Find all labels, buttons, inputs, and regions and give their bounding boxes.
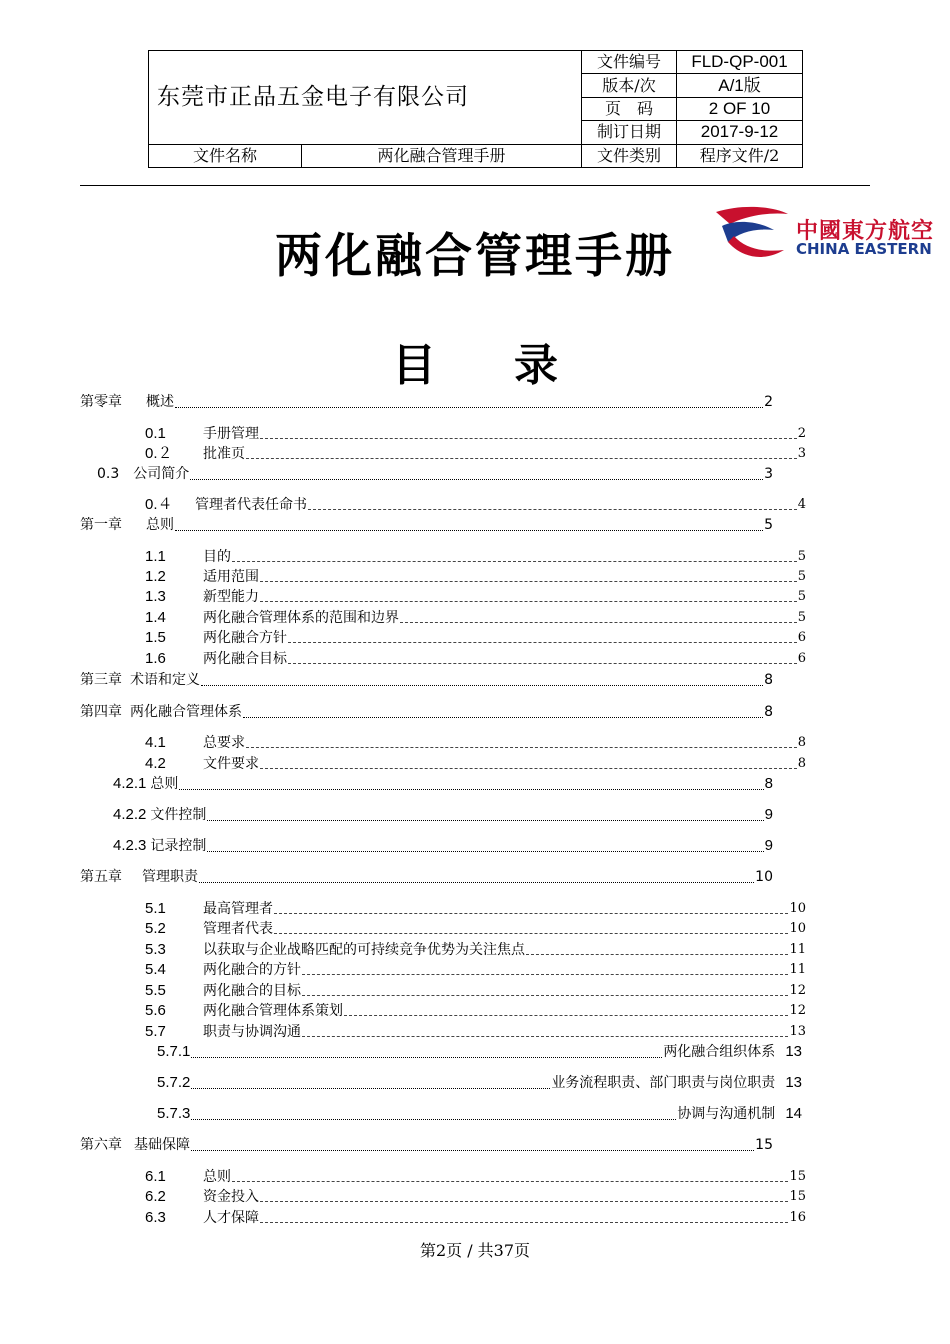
toc-entry-page: 9 — [764, 837, 773, 854]
toc-entry[interactable] — [145, 444, 806, 464]
date-label: 制订日期 — [582, 121, 677, 144]
toc-entry-number: 第零章 — [80, 394, 122, 410]
toc-entry-leader — [190, 479, 763, 480]
document-header-table — [148, 50, 803, 168]
file-name-label: 文件名称 — [149, 144, 302, 167]
toc-entry-title: 两化融合的方针 — [203, 962, 301, 978]
toc-entry-number: 1.6 — [145, 650, 166, 667]
toc-entry-number: 4.2.3 — [113, 837, 147, 854]
toc-entry-leader — [260, 768, 797, 769]
toc-entry-leader — [302, 995, 788, 996]
toc-entry-page: 2 — [797, 426, 806, 441]
toc-entry-number: 5.2 — [145, 920, 166, 937]
toc-entry[interactable] — [145, 1208, 806, 1228]
document-title: 两化融合管理手册 — [275, 229, 675, 284]
swallow-logo-icon — [712, 200, 792, 270]
toc-entry-title: 资金投入 — [203, 1189, 259, 1205]
toc-entry-title: 管理者代表任命书 — [195, 497, 307, 513]
toc-entry-leader — [526, 954, 788, 955]
toc-entry[interactable] — [145, 960, 806, 980]
toc-entry-number: 5.3 — [145, 941, 166, 958]
toc-entry[interactable] — [80, 670, 773, 690]
toc-entry-page: 5 — [764, 517, 773, 533]
file-type-label: 文件类别 — [582, 144, 677, 167]
toc-entry[interactable] — [145, 628, 806, 648]
toc-entry-leader — [400, 622, 797, 623]
toc-entry-title: 总则 — [146, 517, 174, 533]
toc-entry-leader — [232, 561, 797, 562]
toc-entry-page: 5 — [797, 610, 806, 625]
toc-title-char-2: 录 — [514, 340, 558, 391]
toc-entry-title: 协调与沟通机制 — [677, 1106, 776, 1122]
toc-entry-page: 15 — [755, 1137, 773, 1153]
toc-entry-leader — [191, 1088, 550, 1089]
toc-entry-title: 两化融合的目标 — [203, 983, 301, 999]
toc-entry-title: 记录控制 — [150, 838, 207, 854]
toc-entry-title: 文件控制 — [150, 807, 207, 823]
logo-chinese-text: 中國東方航空 — [796, 219, 935, 244]
toc-entry-title: 两化融合目标 — [203, 651, 287, 667]
toc-entry-page: 16 — [789, 1210, 806, 1225]
toc-entry-number: 6.1 — [145, 1168, 166, 1185]
toc-entry-number: 5.7.1 — [157, 1043, 191, 1060]
toc-entry-leader — [260, 581, 797, 582]
toc-entry-leader — [260, 601, 797, 602]
toc-entry[interactable] — [97, 464, 773, 484]
toc-entry-page: 11 — [789, 942, 806, 957]
toc-entry-leader — [288, 663, 797, 664]
toc-entry-title: 目的 — [203, 549, 231, 565]
toc-entry-title: 最高管理者 — [203, 901, 273, 917]
toc-entry[interactable] — [145, 547, 806, 567]
toc-entry[interactable] — [113, 836, 773, 856]
toc-entry-number: 1.5 — [145, 629, 166, 646]
toc-entry-number: 5.7 — [145, 1023, 166, 1040]
toc-entry[interactable] — [145, 495, 806, 515]
toc-entry-page: 15 — [789, 1169, 806, 1184]
toc-entry-leader — [288, 642, 797, 643]
toc-entry-leader — [175, 530, 763, 531]
toc-title-char-1: 目 — [392, 340, 436, 391]
toc-entry[interactable] — [113, 774, 773, 794]
toc-entry-page: 8 — [764, 704, 773, 720]
toc-entry[interactable] — [145, 940, 806, 960]
file-type-value: 程序文件/2 — [677, 144, 803, 167]
toc-entry-page: 12 — [789, 983, 806, 998]
toc-entry[interactable] — [145, 1001, 806, 1021]
toc-entry-title: 人才保障 — [203, 1210, 259, 1226]
toc-entry-leader — [207, 820, 763, 821]
toc-entry-page: 5 — [797, 549, 806, 564]
doc-number-value: FLD-QP-001 — [677, 51, 803, 74]
toc-entry-number: 4.2 — [145, 755, 166, 772]
doc-number-label: 文件编号 — [582, 51, 677, 74]
toc-entry-number: 4.1 — [145, 734, 166, 751]
toc-entry-leader — [199, 882, 754, 883]
toc-entry-number: 6.3 — [145, 1209, 166, 1226]
toc-title — [0, 338, 950, 394]
toc-entry-number: 1.4 — [145, 609, 166, 626]
toc-entry[interactable] — [157, 1073, 802, 1093]
toc-entry[interactable] — [145, 981, 806, 1001]
toc-entry[interactable] — [145, 1187, 806, 1207]
toc-entry[interactable] — [145, 919, 806, 939]
toc-entry-page: 4 — [797, 497, 806, 512]
toc-entry-title: 新型能力 — [203, 589, 259, 605]
toc-entry-title: 概述 — [146, 394, 174, 410]
toc-entry-title: 总要求 — [203, 735, 245, 751]
toc-entry-page: 5 — [797, 589, 806, 604]
toc-entry-number: 1.1 — [145, 548, 166, 565]
toc-entry[interactable] — [157, 1104, 802, 1124]
toc-entry-page: 8 — [797, 756, 806, 771]
toc-entry-number: 5.1 — [145, 900, 166, 917]
toc-entry-title: 术语和定义 — [130, 672, 200, 688]
toc-entry-number: 4.2.1 — [113, 775, 147, 792]
toc-entry[interactable] — [145, 899, 806, 919]
toc-entry-number: 5.4 — [145, 961, 166, 978]
toc-entry-leader — [191, 1057, 662, 1058]
company-name: 东莞市正品五金电子有限公司 — [149, 51, 582, 145]
toc-entry-page: 9 — [764, 806, 773, 823]
toc-entry-title: 业务流程职责、部门职责与岗位职责 — [551, 1075, 776, 1091]
toc-entry-page: 10 — [755, 869, 773, 885]
header-rule — [80, 185, 870, 186]
version-value: A/1版 — [677, 74, 803, 97]
toc-entry-number: 6.2 — [145, 1188, 166, 1205]
toc-entry-leader — [260, 1222, 788, 1223]
toc-entry-page: 3 — [797, 446, 806, 461]
china-eastern-logo — [712, 200, 950, 270]
toc-entry-leader — [207, 851, 763, 852]
version-label: 版本/次 — [582, 74, 677, 97]
toc-entry-title: 以获取与企业战略匹配的可持续竞争优势为关注焦点 — [203, 942, 525, 958]
toc-entry[interactable] — [157, 1042, 802, 1062]
toc-entry-leader — [260, 1201, 788, 1202]
toc-entry-title: 手册管理 — [203, 426, 259, 442]
toc-entry-page: 14 — [785, 1105, 802, 1122]
toc-entry-number: 5.5 — [145, 982, 166, 999]
toc-entry-page: 8 — [764, 775, 773, 792]
toc-entry-page: 12 — [789, 1003, 806, 1018]
toc-entry[interactable] — [113, 805, 773, 825]
toc-entry-number: 第五章 — [80, 869, 122, 885]
toc-entry-leader — [175, 407, 763, 408]
toc-entry-leader — [246, 747, 797, 748]
toc-entry[interactable] — [145, 754, 806, 774]
toc-entry-title: 文件要求 — [203, 756, 259, 772]
toc-entry-leader — [302, 974, 788, 975]
toc-entry-number: 0.1 — [145, 425, 166, 442]
toc-entry-leader — [191, 1119, 676, 1120]
toc-entry-number: 0.４ — [145, 496, 173, 513]
toc-entry-page: 11 — [789, 962, 806, 977]
toc-entry-leader — [344, 1015, 788, 1016]
toc-entry-title: 两化融合管理体系策划 — [203, 1003, 343, 1019]
toc-entry-leader — [201, 685, 763, 686]
toc-entry[interactable] — [145, 1022, 806, 1042]
toc-entry-number: 5.7.2 — [157, 1074, 191, 1091]
toc-entry-number: 5.6 — [145, 1002, 166, 1019]
toc-entry[interactable] — [145, 608, 806, 628]
toc-entry[interactable] — [145, 649, 806, 669]
toc-entry-leader — [179, 789, 763, 790]
toc-entry-page: 13 — [785, 1074, 802, 1091]
page-label: 页 码 — [582, 97, 677, 120]
toc-entry-number: 0.3 — [97, 466, 120, 482]
toc-entry-title: 管理职责 — [142, 869, 198, 885]
toc-entry-page: 15 — [789, 1189, 806, 1204]
toc-entry-title: 公司简介 — [133, 466, 190, 482]
toc-entry-leader — [246, 458, 797, 459]
toc-entry-title: 适用范围 — [203, 569, 259, 585]
toc-entry-title: 批准页 — [203, 446, 245, 462]
toc-entry-number: 第六章 — [80, 1137, 122, 1153]
toc-entry-leader — [191, 1150, 754, 1151]
toc-entry-number: 5.7.3 — [157, 1105, 191, 1122]
file-name-value: 两化融合管理手册 — [302, 144, 582, 167]
toc-entry-number: 第一章 — [80, 517, 122, 533]
toc-entry-page: 5 — [797, 569, 806, 584]
toc-entry-leader — [308, 509, 797, 510]
toc-entry-number: 1.3 — [145, 588, 166, 605]
logo-english-text: CHINA EASTERN — [796, 240, 932, 258]
toc-entry[interactable] — [80, 515, 773, 535]
toc-entry-title: 总则 — [150, 776, 179, 792]
toc-entry[interactable] — [145, 567, 806, 587]
toc-entry-page: 10 — [789, 921, 806, 936]
toc-entry-leader — [274, 933, 788, 934]
toc-entry-page: 8 — [797, 735, 806, 750]
toc-entry-page: 3 — [764, 466, 773, 482]
toc-entry-title: 两化融合组织体系 — [663, 1044, 776, 1060]
toc-entry-page: 10 — [789, 901, 806, 916]
toc-entry[interactable] — [80, 392, 773, 412]
toc-entry-number: 1.2 — [145, 568, 166, 585]
toc-entry-leader — [274, 913, 788, 914]
toc-entry-title: 管理者代表 — [203, 921, 273, 937]
toc-entry-title: 两化融合管理体系 — [130, 704, 242, 720]
toc-entry[interactable] — [145, 587, 806, 607]
toc-entry-page: 13 — [789, 1024, 806, 1039]
toc-entry-title: 两化融合方针 — [203, 630, 287, 646]
toc-entry-leader — [243, 717, 763, 718]
toc-entry-title: 基础保障 — [134, 1137, 190, 1153]
toc-entry-page: 8 — [764, 672, 773, 688]
toc-entry-page: 6 — [797, 651, 806, 666]
toc-entry[interactable] — [80, 867, 773, 887]
toc-entry-title: 职责与协调沟通 — [203, 1024, 301, 1040]
toc-entry-title: 两化融合管理体系的范围和边界 — [203, 610, 399, 626]
toc-entry-leader — [232, 1181, 788, 1182]
toc-entry[interactable] — [80, 702, 773, 722]
toc-entry-page: 13 — [785, 1043, 802, 1060]
toc-entry-number: 4.2.2 — [113, 806, 147, 823]
toc-entry-number: 0.２ — [145, 445, 173, 462]
toc-entry-number: 第四章 — [80, 704, 122, 720]
toc-entry-page: 6 — [797, 630, 806, 645]
toc-entry-page: 2 — [764, 394, 773, 410]
toc-entry-title: 总则 — [203, 1169, 231, 1185]
page-value: 2 OF 10 — [677, 97, 803, 120]
toc-entry[interactable] — [80, 1135, 773, 1155]
toc-entry[interactable] — [145, 1167, 806, 1187]
toc-entry[interactable] — [145, 424, 806, 444]
date-value: 2017-9-12 — [677, 121, 803, 144]
toc-entry-leader — [302, 1036, 788, 1037]
toc-entry-number: 第三章 — [80, 672, 122, 688]
page-footer: 第2页 / 共37页 — [419, 1241, 531, 1260]
toc-entry-leader — [260, 438, 797, 439]
toc-entry[interactable] — [145, 733, 806, 753]
